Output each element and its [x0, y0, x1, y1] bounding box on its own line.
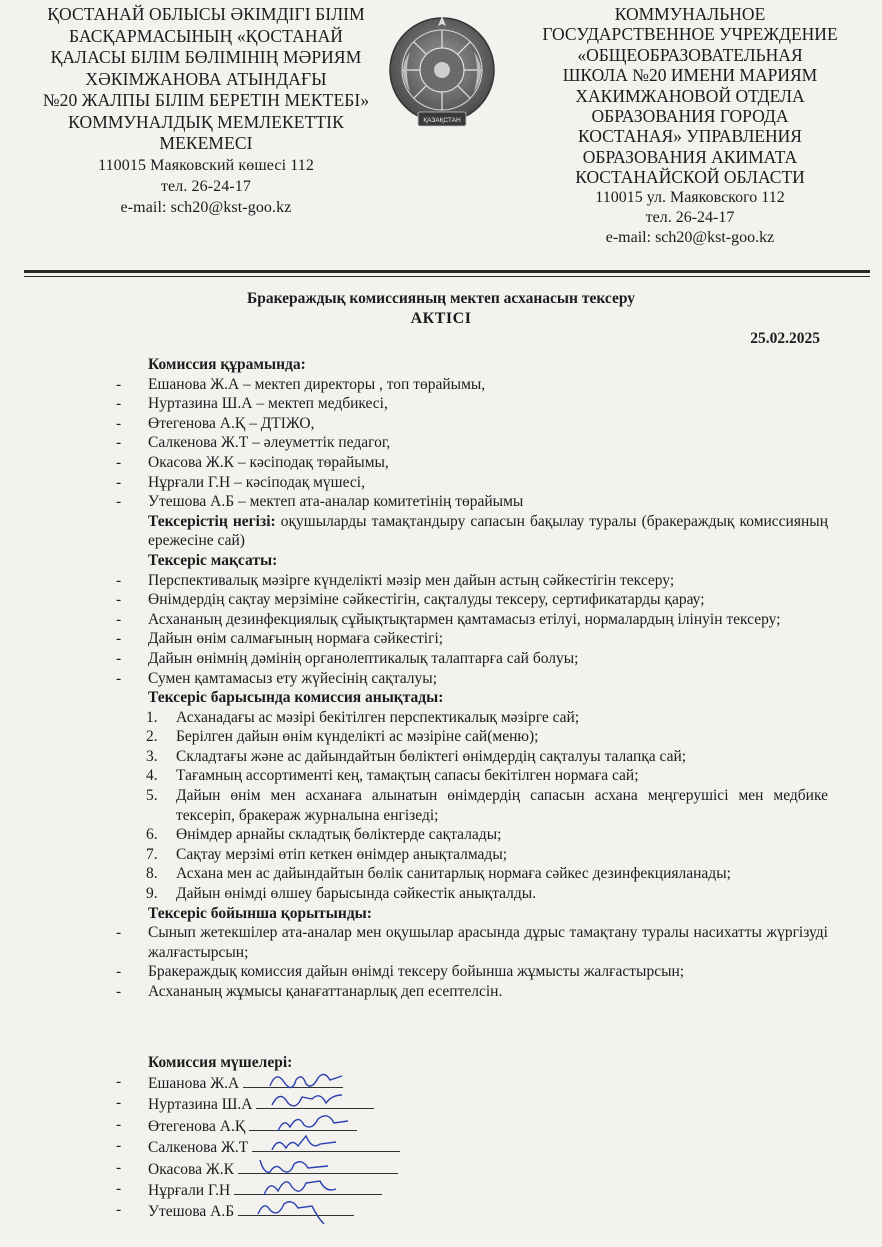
document-title: Бракераждық комиссияның мектеп асханасын тексеру [247, 290, 635, 307]
composition-text: Нуртазина Ш.А – мектеп медбикесі, [148, 395, 388, 413]
composition-item [116, 433, 828, 453]
finding-text: Асханадағы ас мәзірі бекітілген перспектикалық мәзірге сай; [176, 708, 580, 726]
composition-item [116, 414, 828, 434]
finding-number: 8. [146, 865, 158, 883]
composition-text: Салкенова Ж.Т – әлеуметтік педагог, [148, 434, 391, 452]
list-dash: - [116, 610, 122, 628]
purpose-text: Өнімдердің сақтау мерзіміне сәйкестігін, сақталуды тексеру, сертификатарды қарау; [148, 591, 705, 609]
finding-number: 6. [146, 826, 158, 844]
member-name: Ешанова Ж.А [148, 1075, 240, 1092]
composition-text: Утешова А.Б – мектеп ата-аналар комитетінің төрайымы [148, 493, 524, 511]
member-name: Өтегенова А.Қ [148, 1117, 246, 1135]
header-left-line: ХӘКІМЖАНОВА АТЫНДАҒЫ [85, 68, 327, 89]
member-row [116, 1115, 616, 1136]
list-dash: - [116, 414, 122, 432]
header-right-line: ОБРАЗОВАНИЯ ГОРОДА [591, 106, 789, 127]
header-divider-thick [24, 270, 870, 273]
emblem-text: ҚАЗАҚСТАН [423, 117, 461, 124]
member-row [116, 1072, 616, 1093]
header-right-line: ОБРАЗОВАНИЯ АКИМАТА [582, 146, 798, 167]
purpose-text: Дайын өнімнің дәмінің органолептикалық талаптарға сай болуы; [148, 649, 579, 667]
composition-text: Нұрғали Г.Н – кәсіподақ мүшесі, [148, 473, 365, 491]
composition-item [116, 492, 828, 512]
finding-text: Берілген дайын өнім күнделікті ас мәзіріне сай(меню); [176, 728, 539, 746]
purpose-text: Сумен қамтамасыз ету жүйесінің сақталуы; [148, 669, 438, 687]
state-emblem-icon [388, 12, 496, 136]
signature-icon [254, 1194, 334, 1224]
list-dash: - [116, 453, 122, 471]
purpose-text: Перспективалық мәзірге күнделікті мәзір мен дайын астың сәйкестігін тексеру; [148, 571, 675, 589]
finding-item [116, 884, 828, 904]
header-right-line: КОММУНАЛЬНОЕ [614, 4, 766, 24]
finding-number: 9. [146, 885, 158, 903]
header-right-line: ГОСУДАРСТВЕННОЕ УЧРЕЖДЕНИЕ [542, 24, 838, 45]
member-row [116, 1179, 616, 1200]
purpose-text: Дайын өнім салмағының нормаға сәйкестігі; [148, 630, 444, 648]
members-section [116, 1053, 616, 1222]
header-left-line: №20 ЖАЛПЫ БІЛІМ БЕРЕТІН МЕКТЕБІ» [42, 90, 370, 110]
findings-heading: Тексеріс барысында комиссия анықтады: [148, 689, 444, 707]
list-dash: - [116, 1158, 122, 1176]
header-right-email: e-mail: sch20@kst-goo.kz [605, 228, 775, 246]
list-dash: - [116, 1115, 122, 1133]
finding-number: 7. [146, 845, 158, 863]
list-dash: - [116, 395, 122, 413]
list-dash: - [116, 591, 122, 609]
finding-item [116, 825, 828, 845]
list-dash: - [116, 649, 122, 667]
header-right-address: 110015 ул. Маяковского 112 [595, 188, 785, 206]
finding-item [116, 864, 828, 884]
header-left-kazakh [6, 4, 406, 218]
header-right-line: ШКОЛА №20 ИМЕНИ МАРИЯМ [562, 65, 818, 86]
conclusion-item [116, 923, 828, 962]
finding-text: Сақтау мерзімі өтіп кеткен өнімдер анықталмады; [176, 845, 508, 863]
list-dash: - [116, 571, 122, 589]
header-right-line: КОСТАНАЙСКОЙ ОБЛАСТИ [575, 167, 805, 188]
conclusion-text: Сынып жетекшілер ата-аналар мен оқушылар арасында дұрыс тамақтану туралы насихатты жүргізуді жалғастырсын; [148, 924, 828, 961]
member-name: Салкенова Ж.Т [148, 1139, 249, 1157]
basis-label: Тексерістің негізі: [148, 512, 276, 530]
purpose-text: Асхананың дезинфекциялық сұйықтықтармен қамтамасыз етілуі, нормалардың ілінуін тексеру; [148, 610, 781, 628]
finding-text: Складтағы және ас дайындайтын бөліктегі өнімдердің сақталуы талапқа сай; [176, 747, 687, 765]
list-dash: - [116, 963, 122, 981]
finding-text: Өнімдер арнайы складтық бөліктерде сақталады; [176, 826, 502, 844]
header-right-line: «ОБЩЕОБРАЗОВАТЕЛЬНАЯ [577, 44, 803, 65]
finding-text: Асхана мен ас дайындайтын бөлік санитарлық нормаға сәйкес дезинфекцияланады; [176, 865, 731, 883]
header-right-line: ХАКИМЖАНОВОЙ ОТДЕЛА [575, 85, 805, 106]
conclusion-text: Асхананың жұмысы қанағаттанарлық деп есептелсін. [148, 983, 503, 1000]
finding-number: 5. [146, 787, 158, 805]
list-dash: - [116, 1137, 122, 1155]
header-right-line: КОСТАНАЯ» УПРАВЛЕНИЯ [578, 126, 802, 147]
member-row [116, 1158, 616, 1179]
finding-item [116, 708, 828, 728]
purpose-item [116, 610, 828, 630]
finding-item [116, 727, 828, 747]
member-name: Нұрғали Г.Н [148, 1181, 231, 1199]
finding-item [116, 845, 828, 865]
list-dash: - [116, 434, 122, 452]
member-row [116, 1200, 616, 1221]
purpose-item [116, 629, 828, 649]
header-left-line: ҚОСТАНАЙ ОБЛЫСЫ ӘКІМДІГІ БІЛІМ [47, 4, 365, 24]
member-name: Нуртазина Ш.А [148, 1096, 253, 1114]
composition-item [116, 453, 828, 473]
purpose-item [116, 590, 828, 610]
header-left-line: ҚАЛАСЫ БІЛІМ БӨЛІМІНІҢ МӘРИЯМ [50, 47, 362, 67]
composition-item [116, 473, 828, 493]
header-left-line: КОММУНАЛДЫҚ МЕМЛЕКЕТТІК [68, 111, 344, 132]
header-left-line: БАСҚАРМАСЫНЫҢ «ҚОСТАНАЙ [68, 25, 344, 46]
purpose-item [116, 571, 828, 591]
finding-number: 1. [146, 708, 158, 726]
list-dash: - [116, 669, 122, 687]
list-dash: - [116, 1201, 122, 1219]
header-divider-thin [24, 276, 870, 277]
list-dash: - [116, 924, 122, 942]
purpose-item [116, 669, 828, 689]
header-right-phone: тел. 26-24-17 [645, 208, 735, 226]
member-name: Окасова Ж.К [148, 1160, 234, 1178]
finding-item [116, 766, 828, 786]
header-right-russian [520, 4, 860, 248]
list-dash: - [116, 493, 122, 511]
list-dash: - [116, 1179, 122, 1197]
document-date: 25.02.2025 [750, 330, 820, 347]
finding-text: Дайын өнімді өлшеу барысында сәйкестік анықталды. [176, 885, 537, 903]
conclusion-item [116, 982, 828, 1002]
conclusion-item [116, 962, 828, 982]
finding-number: 3. [146, 747, 158, 765]
header-left-email: e-mail: sch20@kst-goo.kz [120, 198, 292, 216]
list-dash: - [116, 375, 122, 393]
composition-text: Ешанова Ж.А – мектеп директоры , топ төрайымы, [148, 375, 486, 393]
composition-heading: Комиссия құрамында: [148, 356, 306, 373]
member-row [116, 1093, 616, 1114]
members-heading: Комиссия мүшелері: [148, 1054, 293, 1071]
composition-text: Окасова Ж.К – кәсіподақ төрайымы, [148, 453, 389, 471]
document-body [116, 355, 828, 1002]
purpose-heading: Тексеріс мақсаты: [148, 551, 278, 569]
finding-item [116, 786, 828, 825]
composition-item [116, 394, 828, 414]
header-left-address: 110015 Маяковский көшесі 112 [98, 156, 314, 174]
finding-text: Тағамның ассортименті кең, тамақтың сапасы бекітілген нормаға сай; [176, 767, 639, 785]
composition-item [116, 375, 828, 395]
list-dash: - [116, 1094, 122, 1112]
conclusion-text: Бракераждық комиссия дайын өнімді тексеру бойынша жұмысты жалғастырсын; [148, 963, 685, 981]
member-row [116, 1136, 616, 1157]
purpose-item [116, 649, 828, 669]
basis-paragraph [148, 512, 828, 551]
conclusion-heading: Тексеріс бойынша қорытынды: [148, 904, 372, 922]
basis-text: оқушыларды тамақтандыру сапасын бақылау туралы (бракераждық комиссияның ережесіне сай) [148, 512, 828, 550]
list-dash: - [116, 630, 122, 648]
list-dash: - [116, 983, 122, 1000]
header-left-line: МЕКЕМЕСІ [159, 133, 253, 153]
composition-text: Өтегенова А.Қ – ДТІЖО, [148, 414, 315, 432]
finding-number: 2. [146, 728, 158, 746]
finding-text: Дайын өнім мен асханаға алынатын өнімдердің сапасын асхана меңгерушісі мен медбике тексеріп, бракераж журналына енгізеді; [176, 787, 828, 824]
header-left-phone: тел. 26-24-17 [160, 177, 252, 195]
list-dash: - [116, 473, 122, 491]
document-title-act: АКТІСІ [410, 310, 472, 327]
member-name: Утешова А.Б [148, 1203, 235, 1221]
list-dash: - [116, 1073, 122, 1090]
finding-number: 4. [146, 767, 158, 785]
finding-item [116, 747, 828, 767]
